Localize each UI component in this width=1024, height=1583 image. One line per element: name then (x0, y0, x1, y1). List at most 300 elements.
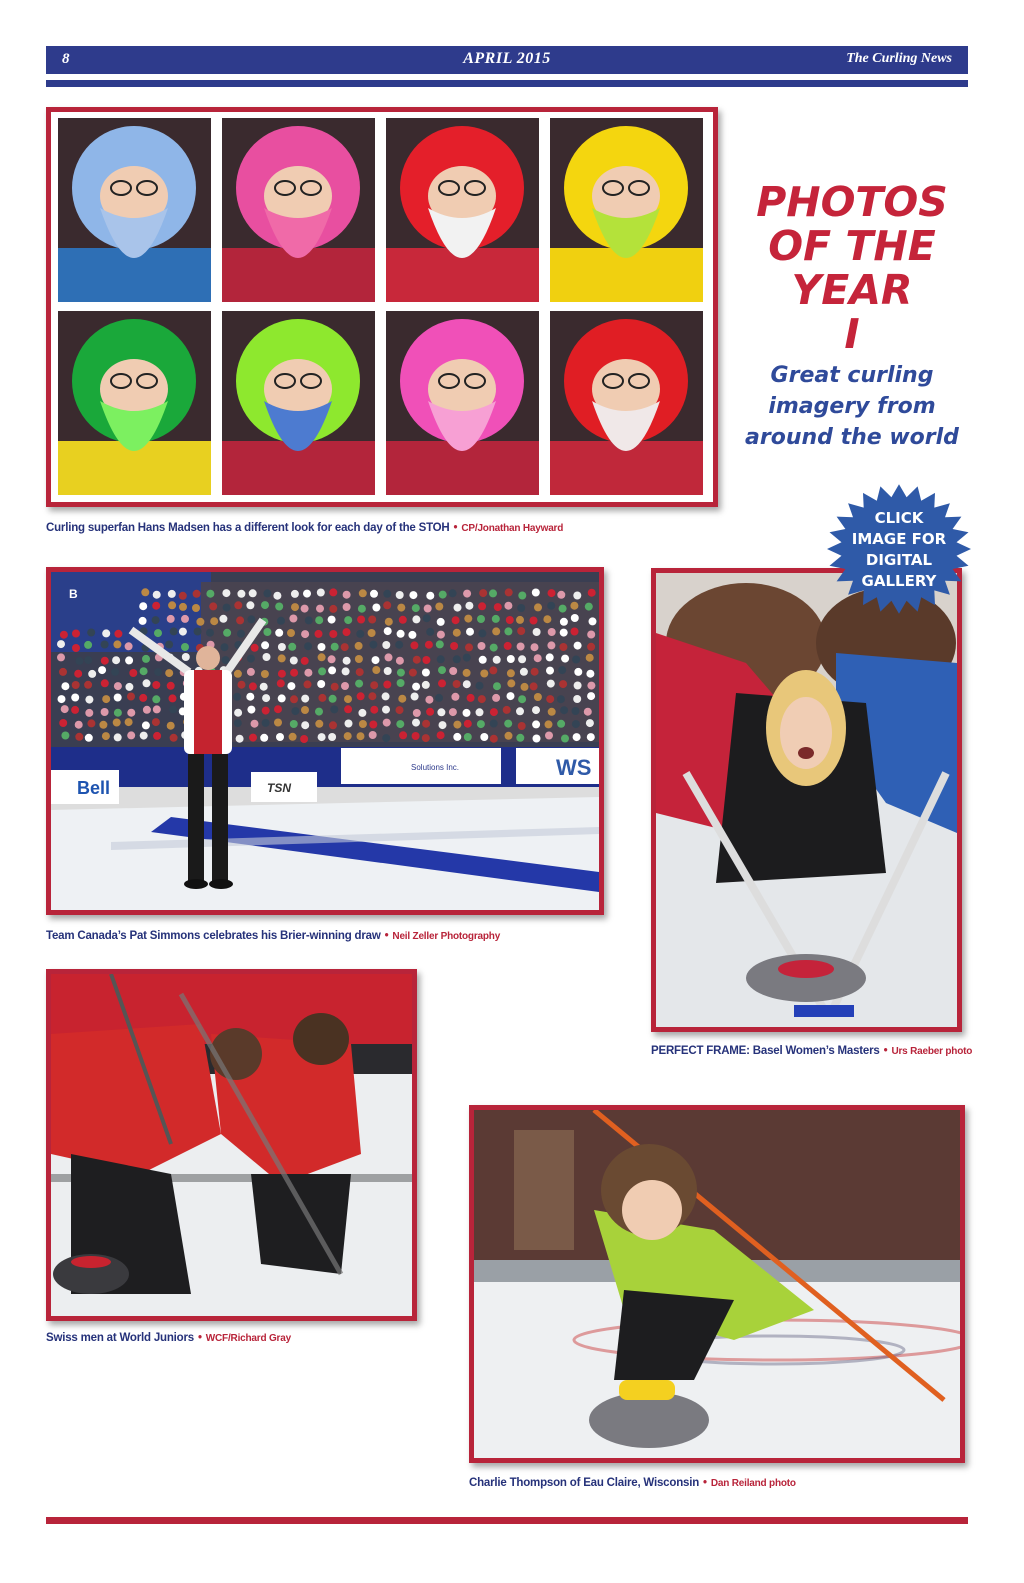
title-line: PHOTOS (756, 178, 948, 226)
spectator (489, 666, 497, 674)
spectator (368, 629, 376, 637)
caption-bullet: • (384, 930, 389, 942)
spectator (452, 616, 460, 624)
spectator (236, 616, 244, 624)
spectator (193, 590, 201, 598)
spectator (478, 629, 486, 637)
spectator (263, 589, 271, 597)
spectator (75, 733, 83, 741)
swiss-scene (51, 974, 412, 1316)
spectator (209, 602, 217, 610)
spectator (99, 721, 107, 729)
spectator (372, 604, 380, 612)
gallery-badge-text[interactable] (826, 508, 972, 592)
spectator (574, 642, 582, 650)
spectator (71, 694, 79, 702)
superfan-portrait (222, 118, 375, 302)
spectator (170, 627, 178, 635)
spectator (397, 630, 405, 638)
spectator (545, 732, 553, 740)
spectator (127, 731, 135, 739)
spectator (480, 733, 488, 741)
spectator (210, 617, 218, 625)
spectator (545, 720, 553, 728)
spectator (574, 682, 582, 690)
spectator (435, 694, 443, 702)
spectator (60, 631, 68, 639)
spectator (546, 695, 554, 703)
spectator (206, 629, 214, 637)
badge-line: GALLERY (861, 572, 937, 590)
spectator (588, 589, 596, 597)
spectator (396, 720, 404, 728)
spectator (316, 605, 324, 613)
caption-text: PERFECT FRAME: Basel Women’s Masters (651, 1045, 880, 1057)
spectator (489, 589, 497, 597)
badge-line: IMAGE FOR (851, 530, 947, 548)
spectator (287, 629, 295, 637)
spectator (382, 706, 390, 714)
spectator (277, 679, 285, 687)
spectator (490, 644, 498, 652)
spectator (490, 735, 498, 743)
spectator (219, 615, 227, 623)
spectator (169, 705, 177, 713)
spectator (170, 734, 178, 742)
spectator (102, 629, 110, 637)
spectator (437, 731, 445, 739)
spectator (330, 705, 338, 713)
spectator (384, 667, 392, 675)
spectator (370, 681, 378, 689)
spectator (87, 629, 95, 637)
spectator (301, 657, 309, 665)
spectator (532, 589, 540, 597)
spectator (237, 630, 245, 638)
spectator (423, 614, 431, 622)
spectator (289, 615, 297, 623)
spectator (251, 720, 259, 728)
spectator (143, 706, 151, 714)
spectator (463, 654, 471, 662)
spectator (249, 589, 257, 597)
spectator (504, 627, 512, 635)
spectator (167, 722, 175, 730)
spectator (102, 695, 110, 703)
spectator (408, 631, 416, 639)
spectator (315, 720, 323, 728)
spectator (422, 734, 430, 742)
arena-scene (51, 572, 599, 910)
spectator (153, 705, 161, 713)
spectator (531, 643, 539, 651)
spectator (548, 589, 556, 597)
spectator (301, 721, 309, 729)
spectator (260, 734, 268, 742)
spectator (237, 590, 245, 598)
spectator (412, 719, 420, 727)
spectator (586, 719, 594, 727)
spectator (328, 666, 336, 674)
photo-basel-womens-masters[interactable] (651, 568, 962, 1032)
spectator (464, 733, 472, 741)
spectator (517, 627, 525, 635)
spectator (436, 640, 444, 648)
spectator (345, 720, 353, 728)
superfan-portrait (386, 118, 539, 302)
spectator (179, 592, 187, 600)
spectator (222, 656, 230, 664)
spectator (477, 720, 485, 728)
spectator (409, 669, 417, 677)
spectator (317, 680, 325, 688)
spectator (167, 682, 175, 690)
spectator (261, 601, 269, 609)
spectator (140, 667, 148, 675)
spectator (453, 655, 461, 663)
spectator (557, 720, 565, 728)
spectator (454, 604, 462, 612)
spectator (586, 654, 594, 662)
spectator (329, 721, 337, 729)
spectator (370, 590, 378, 598)
spectator (383, 681, 391, 689)
spectator (114, 682, 122, 690)
subtitle-line: Great curling (770, 363, 934, 388)
spectator (179, 628, 187, 636)
spectator (290, 695, 298, 703)
spectator (301, 605, 309, 613)
spectator (101, 641, 109, 649)
spectator (560, 629, 568, 637)
spectator (261, 670, 269, 678)
spectator (278, 643, 286, 651)
spectator (262, 694, 270, 702)
spectator (304, 642, 312, 650)
spectator (153, 732, 161, 740)
spectator (422, 681, 430, 689)
spectator (369, 721, 377, 729)
spectator (464, 615, 472, 623)
spectator (329, 605, 337, 613)
spectator (534, 654, 542, 662)
spectator (179, 603, 187, 611)
spectator (517, 604, 525, 612)
spectator (465, 602, 473, 610)
spectator (476, 682, 484, 690)
spectator (341, 643, 349, 651)
spectator (234, 670, 242, 678)
spectator (355, 642, 363, 650)
spectator (101, 679, 109, 687)
spectator (246, 693, 254, 701)
spectator (278, 670, 286, 678)
spectator (548, 708, 556, 716)
spectator (165, 641, 173, 649)
spectator (396, 591, 404, 599)
spectator (101, 708, 109, 716)
spectator (504, 720, 512, 728)
charlie-scene (474, 1110, 960, 1458)
badge-line: DIGITAL (865, 551, 933, 569)
spectator (262, 707, 270, 715)
photo-charlie-thompson[interactable] (469, 1105, 965, 1463)
spectator (395, 641, 403, 649)
spectator (165, 669, 173, 677)
spectator (318, 643, 326, 651)
spectator (560, 618, 568, 626)
superfan-portrait (222, 311, 375, 495)
spectator (356, 668, 364, 676)
spectator (343, 603, 351, 611)
photo-pat-simmons[interactable] (46, 567, 604, 915)
spectator (383, 590, 391, 598)
spectator (247, 655, 255, 663)
spectator (222, 589, 230, 597)
spectator (453, 629, 461, 637)
caption-bullet: • (883, 1045, 888, 1057)
spectator (586, 670, 594, 678)
spectator (463, 680, 471, 688)
spectator (317, 589, 325, 597)
superfan-portrait (386, 311, 539, 495)
spectator (516, 616, 524, 624)
spectator (506, 616, 514, 624)
title-line: YEAR (791, 266, 913, 314)
spectator (411, 693, 419, 701)
spectator (546, 667, 554, 675)
spectator (315, 708, 323, 716)
spectator (301, 630, 309, 638)
spectator (206, 590, 214, 598)
spectator (343, 591, 351, 599)
spectator (249, 682, 257, 690)
spectator (449, 708, 457, 716)
spectator (559, 680, 567, 688)
spectator (112, 656, 120, 664)
spectator (587, 692, 595, 700)
spectator (141, 588, 149, 596)
spectator (547, 680, 555, 688)
spectator (410, 641, 418, 649)
spectator (113, 640, 121, 648)
spectator (143, 679, 151, 687)
spectator (58, 695, 66, 703)
caption-bullet: • (197, 1332, 202, 1344)
spectator (492, 694, 500, 702)
caption-charlie (469, 1477, 796, 1489)
spectator (278, 654, 286, 662)
spectator (139, 694, 147, 702)
spectator (424, 605, 432, 613)
spectator (72, 681, 80, 689)
spectator (263, 628, 271, 636)
spectator (369, 641, 377, 649)
spectator (221, 643, 229, 651)
photo-credit: Neil Zeller Photography (392, 931, 501, 942)
spectator (370, 706, 378, 714)
spectator (355, 680, 363, 688)
spectator (152, 602, 160, 610)
spectator (139, 602, 147, 610)
spectator (328, 616, 336, 624)
spectator (194, 628, 202, 636)
spectator (127, 709, 135, 717)
spectator (465, 643, 473, 651)
spectator (154, 668, 162, 676)
spectator (238, 681, 246, 689)
spectator (75, 721, 83, 729)
spectator (84, 641, 92, 649)
spectator (507, 669, 515, 677)
spectator (305, 616, 313, 624)
spectator (493, 682, 501, 690)
spectator (329, 695, 337, 703)
spectator (493, 656, 501, 664)
spectator (236, 735, 244, 743)
spectator (304, 680, 312, 688)
spectator (398, 695, 406, 703)
spectator (181, 615, 189, 623)
spectator (571, 614, 579, 622)
page-number: 8 (62, 51, 70, 67)
title-line: I (844, 310, 860, 358)
spectator (478, 695, 486, 703)
spectator (72, 644, 80, 652)
spectator (518, 655, 526, 663)
spectator (573, 733, 581, 741)
spectator (59, 668, 67, 676)
spectator (168, 590, 176, 598)
spectator (412, 683, 420, 691)
subtitle-line: imagery from (768, 394, 936, 419)
spectator (548, 628, 556, 636)
spectator (192, 604, 200, 612)
spectator (531, 668, 539, 676)
spectator (505, 732, 513, 740)
spectator (331, 683, 339, 691)
title-line: OF THE (768, 222, 936, 270)
superfan-portrait (58, 311, 211, 495)
spectator (572, 720, 580, 728)
spectator (114, 694, 122, 702)
spectator (315, 630, 323, 638)
spectator (533, 735, 541, 743)
spectator (318, 694, 326, 702)
spectator (570, 602, 578, 610)
spectator (273, 592, 281, 600)
spectator (223, 629, 231, 637)
spectator (584, 708, 592, 716)
spectator (153, 591, 161, 599)
spectator (559, 643, 567, 651)
spectator (303, 590, 311, 598)
spectator (504, 602, 512, 610)
spectator (480, 670, 488, 678)
spectator (396, 706, 404, 714)
spectator (479, 656, 487, 664)
photo-credit: Dan Reiland photo (710, 1478, 796, 1489)
spectator (463, 669, 471, 677)
spectator (290, 720, 298, 728)
spectator (494, 603, 502, 611)
caption-basel (651, 1045, 972, 1057)
spectator (492, 627, 500, 635)
photo-credit: Urs Raeber photo (891, 1046, 973, 1057)
spectator (422, 720, 430, 728)
spectator (559, 605, 567, 613)
spectator (372, 666, 380, 674)
spectator (507, 679, 515, 687)
spectator (413, 656, 421, 664)
spectator (355, 655, 363, 663)
spectator (437, 618, 445, 626)
superfan-portrait (550, 118, 703, 302)
spectator (140, 732, 148, 740)
spectator (372, 656, 380, 664)
spectator (129, 669, 137, 677)
spectator (223, 604, 231, 612)
spectator (341, 682, 349, 690)
photo-credit: WCF/Richard Gray (205, 1333, 291, 1344)
spectator (449, 589, 457, 597)
spectator (467, 694, 475, 702)
spectator (328, 733, 336, 741)
spectator (437, 708, 445, 716)
photo-credit: CP/Jonathan Hayward (461, 523, 564, 534)
spectator (357, 692, 365, 700)
spectator (356, 630, 364, 638)
spectator (453, 721, 461, 729)
feature-subtitle (736, 360, 968, 453)
spectator (451, 693, 459, 701)
spectator (397, 679, 405, 687)
spectator (382, 641, 390, 649)
spectator (61, 705, 69, 713)
spectator (589, 617, 597, 625)
caption-bullet: • (453, 522, 458, 534)
spectator (385, 653, 393, 661)
spectator (533, 628, 541, 636)
spectator (518, 695, 526, 703)
spectator (521, 683, 529, 691)
spectator (169, 694, 177, 702)
spectator (277, 617, 285, 625)
spectator (412, 615, 420, 623)
spectator (385, 618, 393, 626)
spectator (142, 655, 150, 663)
spectator (249, 734, 257, 742)
spectator (505, 588, 513, 596)
spectator (247, 615, 255, 623)
caption-text: Charlie Thompson of Eau Claire, Wisconsin (469, 1477, 700, 1489)
spectator (234, 719, 242, 727)
photo-superfan-grid[interactable] (46, 107, 718, 507)
spectator (343, 628, 351, 636)
spectator (478, 642, 486, 650)
spectator (152, 681, 160, 689)
photo-swiss-men[interactable] (46, 969, 417, 1321)
spectator (152, 616, 160, 624)
spectator (300, 735, 308, 743)
spectator (517, 643, 525, 651)
spectator (88, 670, 96, 678)
spectator (114, 630, 122, 638)
spectator (437, 631, 445, 639)
spectator (396, 657, 404, 665)
spectator (518, 722, 526, 730)
spectator (477, 615, 485, 623)
